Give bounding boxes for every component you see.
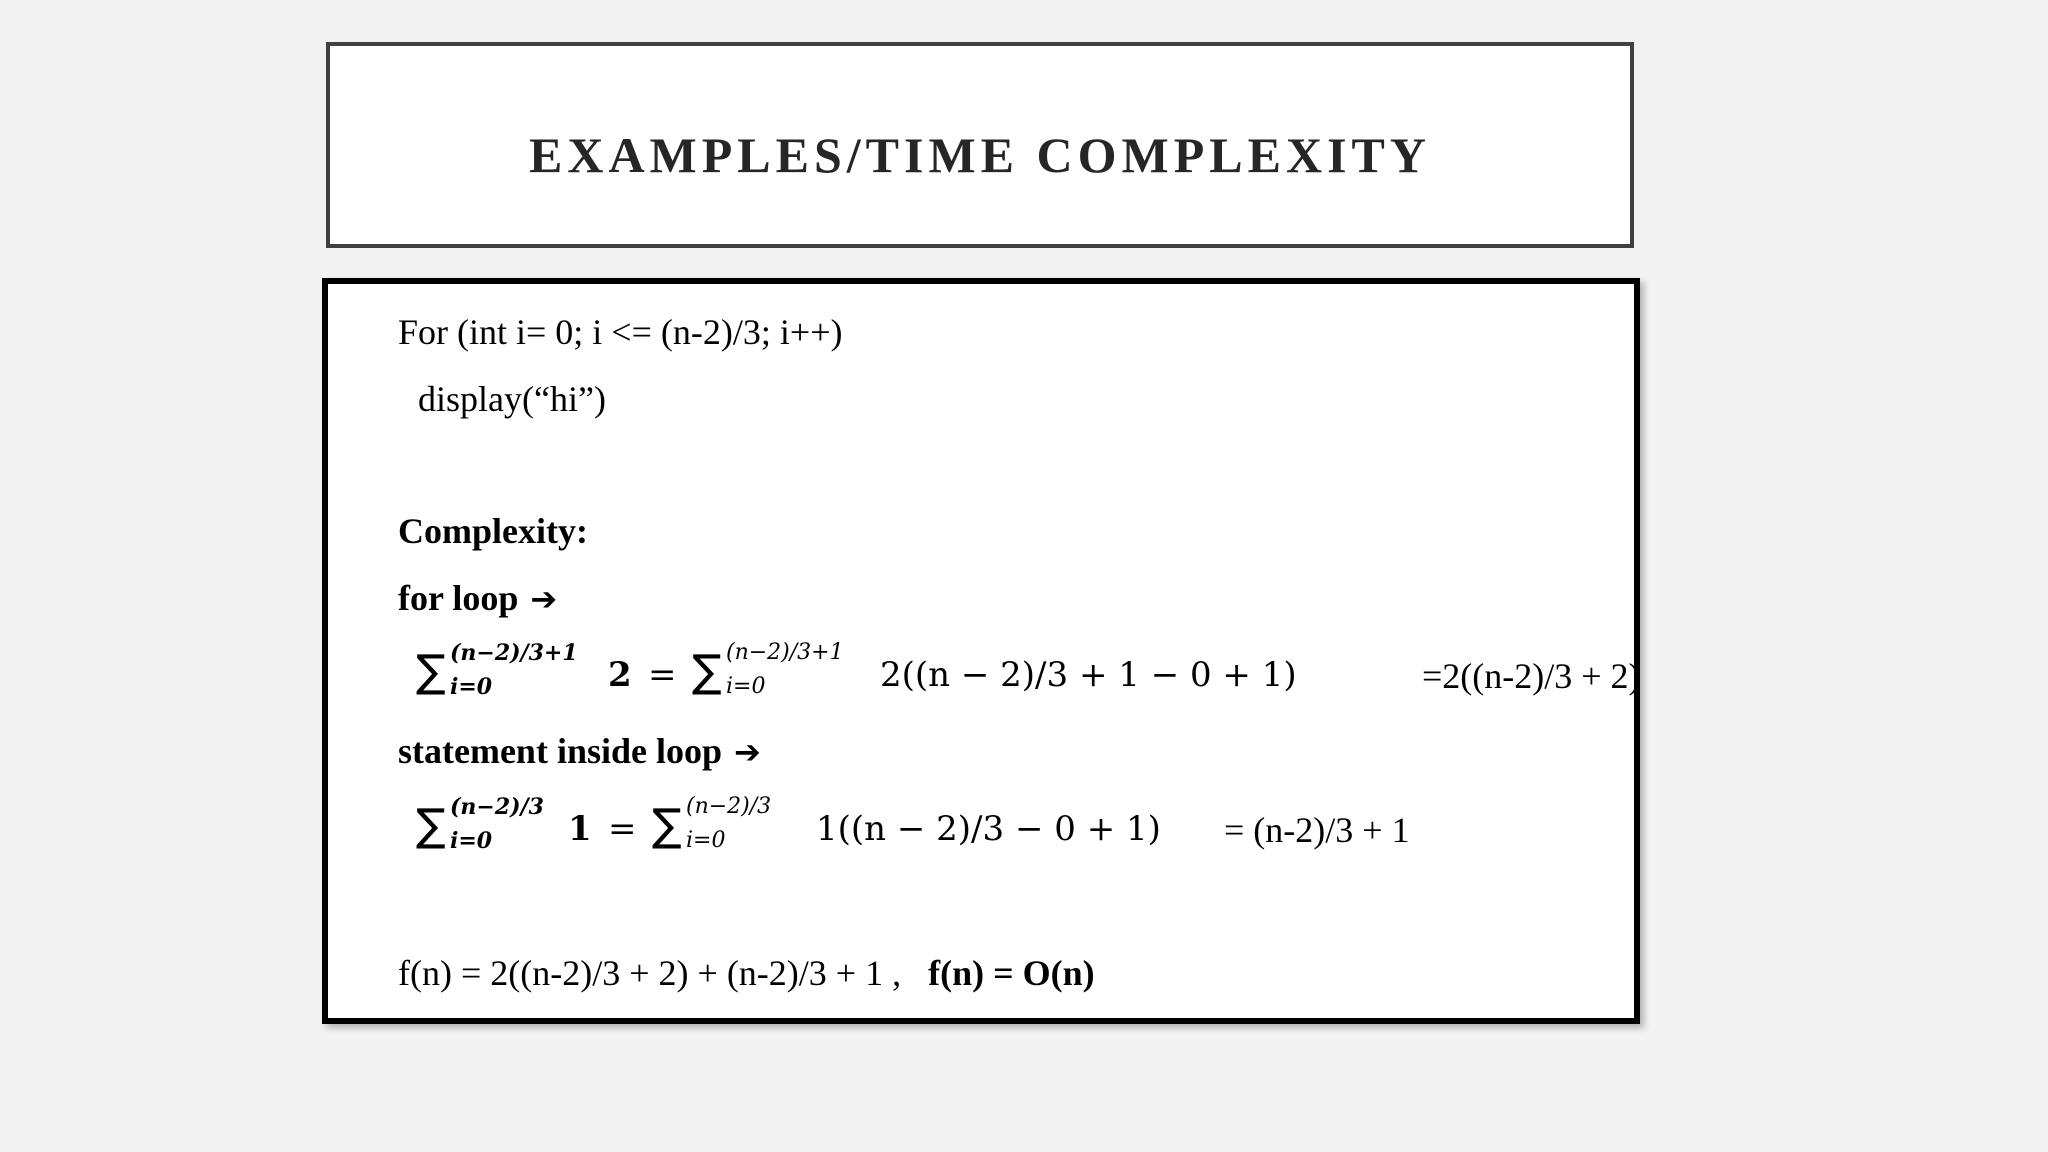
rhs-lower-limit: i=0 — [686, 828, 726, 853]
right-arrow-icon: ➔ — [734, 733, 761, 771]
equals-sign: = — [608, 809, 637, 849]
for-loop-equation — [416, 640, 1641, 710]
complexity-heading: Complexity: — [398, 511, 588, 551]
rhs-result: = (n-2)/3 + 1 — [1224, 810, 1410, 850]
right-arrow-icon: ➔ — [530, 580, 558, 618]
sum-upper-limit: (n−2)/3 — [450, 794, 544, 820]
for-loop-text: for loop — [398, 578, 519, 618]
statement-equation — [416, 794, 1616, 864]
rhs-upper-limit: (n−2)/3 — [686, 794, 772, 819]
statement-inside-loop-label — [398, 733, 761, 769]
rhs-expansion: 2((n − 2)/3 + 1 − 0 + 1) — [880, 655, 1297, 695]
sum-lower-limit: i=0 — [450, 674, 493, 700]
sum-upper-limit: (n−2)/3+1 — [450, 640, 578, 666]
code-loop-line: For (int i= 0; i <= (n-2)/3; i++) — [398, 312, 843, 352]
equals-sign: = — [648, 655, 677, 695]
sigma-icon: ∑ — [652, 800, 682, 851]
sum-term: 1 — [568, 809, 592, 849]
title-box — [326, 42, 1634, 248]
sigma-icon: ∑ — [416, 800, 446, 851]
big-o-result: f(n) = O(n) — [928, 953, 1095, 993]
content-box — [322, 278, 1640, 1024]
code-body-line: display(“hi”) — [418, 379, 606, 419]
rhs-expansion: 1((n − 2)/3 − 0 + 1) — [816, 809, 1161, 849]
sigma-icon: ∑ — [416, 646, 446, 697]
sigma-icon: ∑ — [692, 646, 722, 697]
for-loop-label — [398, 580, 557, 616]
rhs-lower-limit: i=0 — [726, 674, 766, 699]
sum-term: 2 — [608, 655, 632, 695]
fn-expression: f(n) = 2((n-2)/3 + 2) + (n-2)/3 + 1 , — [398, 953, 902, 993]
final-complexity-line — [398, 955, 1095, 991]
sum-lower-limit: i=0 — [450, 828, 493, 854]
rhs-upper-limit: (n−2)/3+1 — [726, 640, 844, 665]
statement-inside-loop-text: statement inside loop — [398, 731, 722, 771]
slide-title: EXAMPLES/TIME COMPLEXITY — [528, 127, 1431, 183]
rhs-result: =2((n-2)/3 + 2) — [1422, 656, 1641, 696]
